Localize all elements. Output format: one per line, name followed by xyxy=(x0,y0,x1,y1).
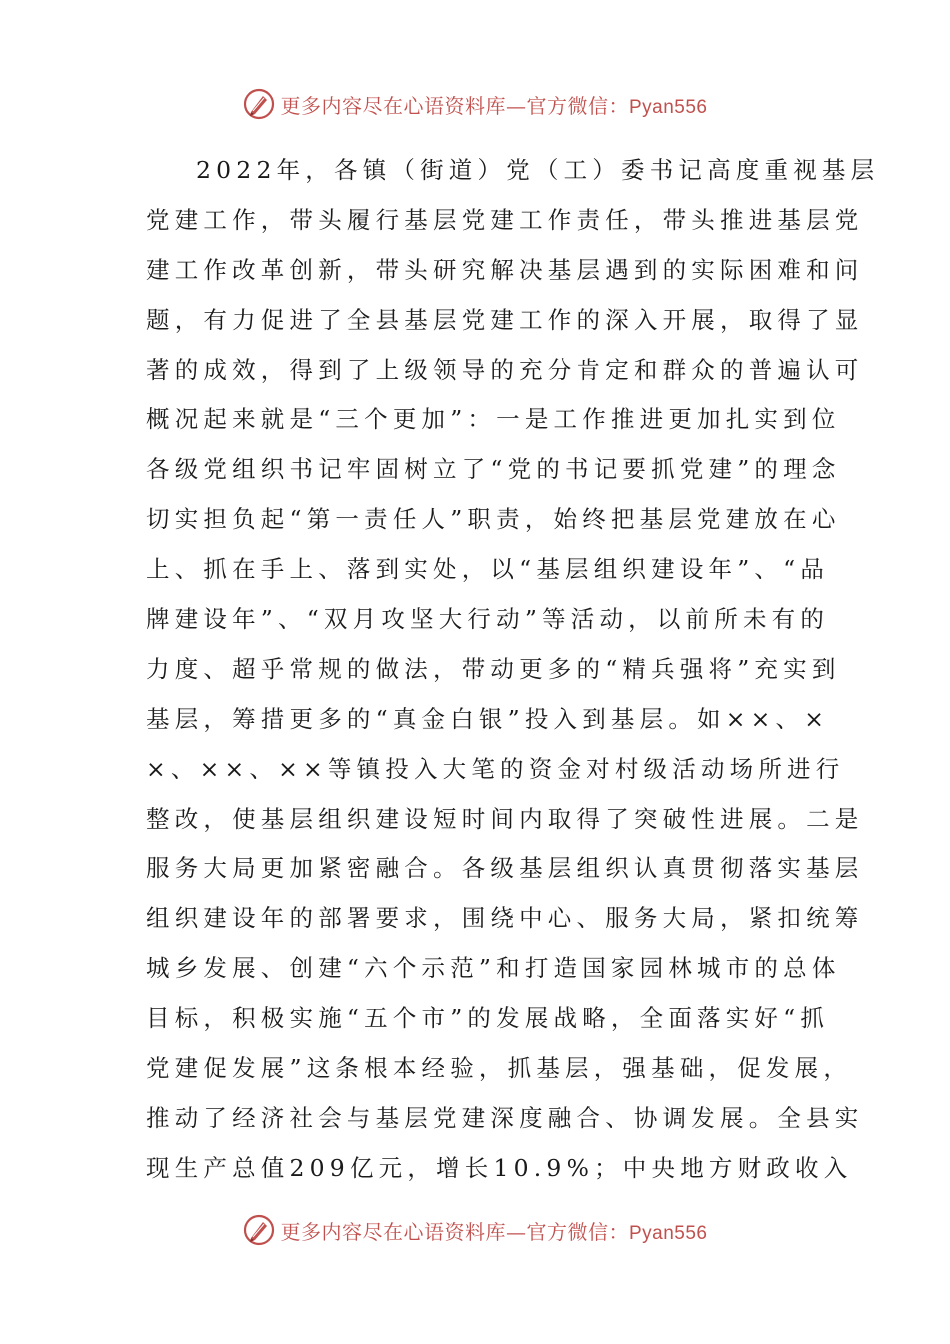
body-line: 各级党组织书记牢固树立了“党的书记要抓党建”的理念 xyxy=(146,455,841,484)
body-line: 基层，筹措更多的“真金白银”投入到基层。如××、× xyxy=(146,704,830,733)
banner-wechat-label: 官方微信： xyxy=(526,93,629,118)
body-line: 著的成效，得到了上级领导的充分肯定和群众的普遍认可 xyxy=(146,355,864,384)
banner-wechat-label: 官方微信： xyxy=(526,1219,629,1244)
body-line: 概况起来就是“三个更加”：一是工作推进更加扎实到位 xyxy=(146,405,841,434)
header-banner xyxy=(0,84,950,124)
pen-nib-logo-icon xyxy=(242,1213,276,1247)
body-line: 牌建设年”、“双月攻坚大行动”等活动，以前所未有的 xyxy=(146,605,830,634)
body-line: 服务大局更加紧密融合。各级基层组织认真贯彻落实基层 xyxy=(146,854,864,883)
body-line: 目标，积极实施“五个市”的发展战略，全面落实好“抓 xyxy=(146,1004,830,1033)
body-line: 力度、超乎常规的做法，带动更多的“精兵强将”充实到 xyxy=(146,654,841,683)
body-line: 党建促发展”这条根本经验，抓基层，强基础，促发展， xyxy=(146,1054,853,1083)
banner-wechat-id: Pyan556 xyxy=(628,1222,708,1244)
body-line: 建工作改革创新，带头研究解决基层遇到的实际困难和问 xyxy=(146,255,864,284)
body-line: 切实担负起“第一责任人”职责，始终把基层党建放在心 xyxy=(146,505,841,534)
document-body xyxy=(146,146,880,1194)
body-line: 2022年，各镇（街道）党（工）委书记高度重视基层 xyxy=(196,156,880,184)
body-line: ×、××、××等镇投入大笔的资金对村级活动场所进行 xyxy=(146,754,845,783)
body-line: 上、抓在手上、落到实处，以“基层组织建设年”、“品 xyxy=(146,555,830,584)
body-line: 推动了经济社会与基层党建深度融合、协调发展。全县实 xyxy=(146,1103,864,1132)
banner-wechat-id: Pyan556 xyxy=(628,96,708,118)
banner-text xyxy=(280,90,707,119)
body-line: 城乡发展、创建“六个示范”和打造国家园林城市的总体 xyxy=(146,954,841,983)
body-line: 题，有力促进了全县基层党建工作的深入开展，取得了显 xyxy=(146,305,864,334)
banner-text xyxy=(280,1216,707,1245)
body-line: 组织建设年的部署要求，围绕中心、服务大局，紧扣统筹 xyxy=(146,904,864,933)
pen-nib-logo-icon xyxy=(242,87,276,121)
footer-banner xyxy=(0,1210,950,1250)
body-line: 现生产总值209亿元，增长10.9%；中央地方财政收入 xyxy=(146,1153,853,1182)
banner-site-text: 更多内容尽在心语资料库 xyxy=(280,1219,506,1244)
body-line: 整改，使基层组织建设短时间内取得了突破性进展。二是 xyxy=(146,804,864,833)
body-line: 党建工作，带头履行基层党建工作责任，带头推进基层党 xyxy=(146,205,864,234)
banner-site-text: 更多内容尽在心语资料库 xyxy=(280,93,506,118)
banner-dash: — xyxy=(505,93,527,118)
banner-dash: — xyxy=(505,1219,527,1244)
